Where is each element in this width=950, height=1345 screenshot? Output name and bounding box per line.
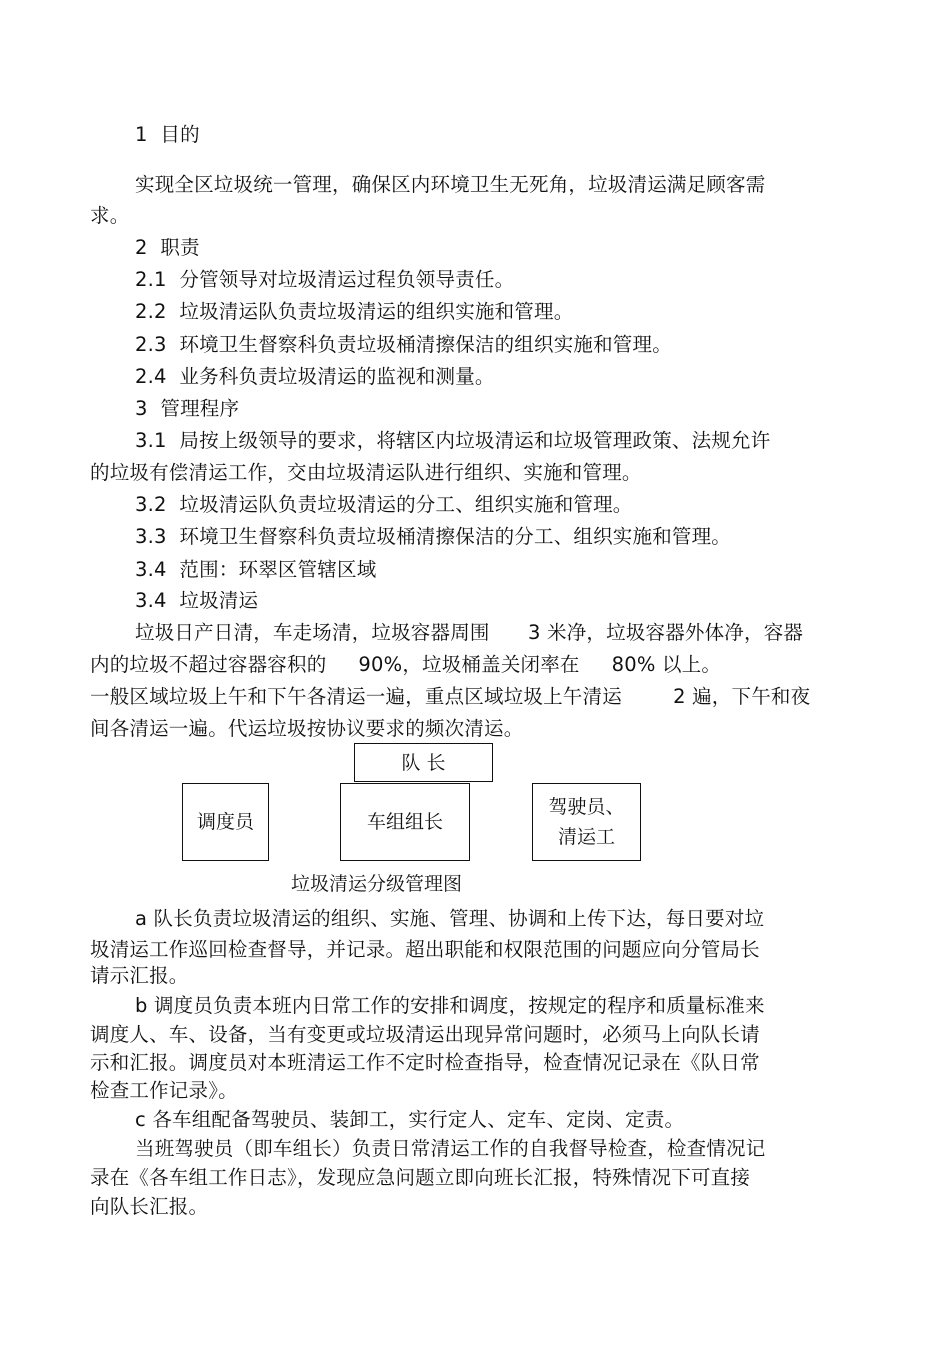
item-2-1: 2.1 分管领导对垃圾清运过程负领导责任。 <box>135 268 515 291</box>
diagram-box-driver-label: 驾驶员、 <box>548 796 625 818</box>
diagram-box-driver-cleaner <box>532 783 641 861</box>
item-3-1: 3.1 局按上级领导的要求，将辖区内垃圾清运和垃圾管理政策、法规允许 <box>135 429 771 452</box>
standard-line: 内的垃圾不超过容器容积的 90%，垃圾桶盖关闭率在 80% 以上。 <box>90 653 722 676</box>
diagram-box-cleaner-label: 清运工 <box>557 826 615 848</box>
standard-line: 垃圾日产日清，车走场清，垃圾容器周围 3 米净，垃圾容器外体净，容器 <box>135 621 804 644</box>
para-b-cont: 检查工作记录》。 <box>90 1079 238 1102</box>
item-2-3: 2.3 环境卫生督察科负责垃圾桶清擦保洁的组织实施和管理。 <box>135 333 672 356</box>
para-d-cont: 向队长汇报。 <box>90 1195 209 1218</box>
item-3-4-scope: 3.4 范围：环翠区管辖区域 <box>135 558 377 581</box>
item-3-1-cont: 的垃圾有偿清运工作，交由垃圾清运队进行组织、实施和管理。 <box>90 461 642 484</box>
item-3-2: 3.2 垃圾清运队负责垃圾清运的分工、组织实施和管理。 <box>135 493 633 516</box>
diagram-caption: 垃圾清运分级管理图 <box>291 873 463 895</box>
section-2-heading: 2 职责 <box>135 236 200 259</box>
para-d: 当班驾驶员（即车组长）负责日常清运工作的自我督导检查，检查情况记 <box>135 1137 766 1160</box>
paragraph-line: 实现全区垃圾统一管理，确保区内环境卫生无死角，垃圾清运满足顾客需 <box>135 173 766 196</box>
section-3-heading: 3 管理程序 <box>135 397 240 420</box>
item-2-2: 2.2 垃圾清运队负责垃圾清运的组织实施和管理。 <box>135 300 574 323</box>
standard-line: 间各清运一遍。代运垃圾按协议要求的频次清运。 <box>90 717 524 740</box>
paragraph-line: 求。 <box>90 204 130 227</box>
item-2-4: 2.4 业务科负责垃圾清运的监视和测量。 <box>135 365 495 388</box>
diagram-box-dispatcher: 调度员 <box>182 783 269 861</box>
para-d-cont: 录在《各车组工作日志》，发现应急问题立即向班长汇报，特殊情况下可直接 <box>90 1166 751 1189</box>
item-3-4-clearance: 3.4 垃圾清运 <box>135 589 259 612</box>
para-c: c 各车组配备驾驶员、装卸工，实行定人、定车、定岗、定责。 <box>135 1108 685 1131</box>
para-b: b 调度员负责本班内日常工作的安排和调度，按规定的程序和质量标准来 <box>135 994 765 1017</box>
standard-line: 一般区域垃圾上午和下午各清运一遍，重点区域垃圾上午清运 2 遍，下午和夜 <box>90 685 811 708</box>
para-a-cont: 请示汇报。 <box>90 964 189 987</box>
section-1-heading: 1 目的 <box>135 123 200 146</box>
para-b-cont: 示和汇报。调度员对本班清运工作不定时检查指导，检查情况记录在《队日常 <box>90 1051 760 1074</box>
diagram-box-team-leader: 队 长 <box>354 743 493 782</box>
para-b-cont: 调度人、车、设备，当有变更或垃圾清运出现异常问题时，必须马上向队长请 <box>90 1023 760 1046</box>
item-3-3: 3.3 环境卫生督察科负责垃圾桶清擦保洁的分工、组织实施和管理。 <box>135 525 732 548</box>
para-a: a 队长负责垃圾清运的组织、实施、管理、协调和上传下达，每日要对垃 <box>135 907 765 930</box>
para-a-cont: 圾清运工作巡回检查督导，并记录。超出职能和权限范围的问题应向分管局长 <box>90 938 760 961</box>
diagram-box-crew-leader: 车组组长 <box>340 783 470 861</box>
